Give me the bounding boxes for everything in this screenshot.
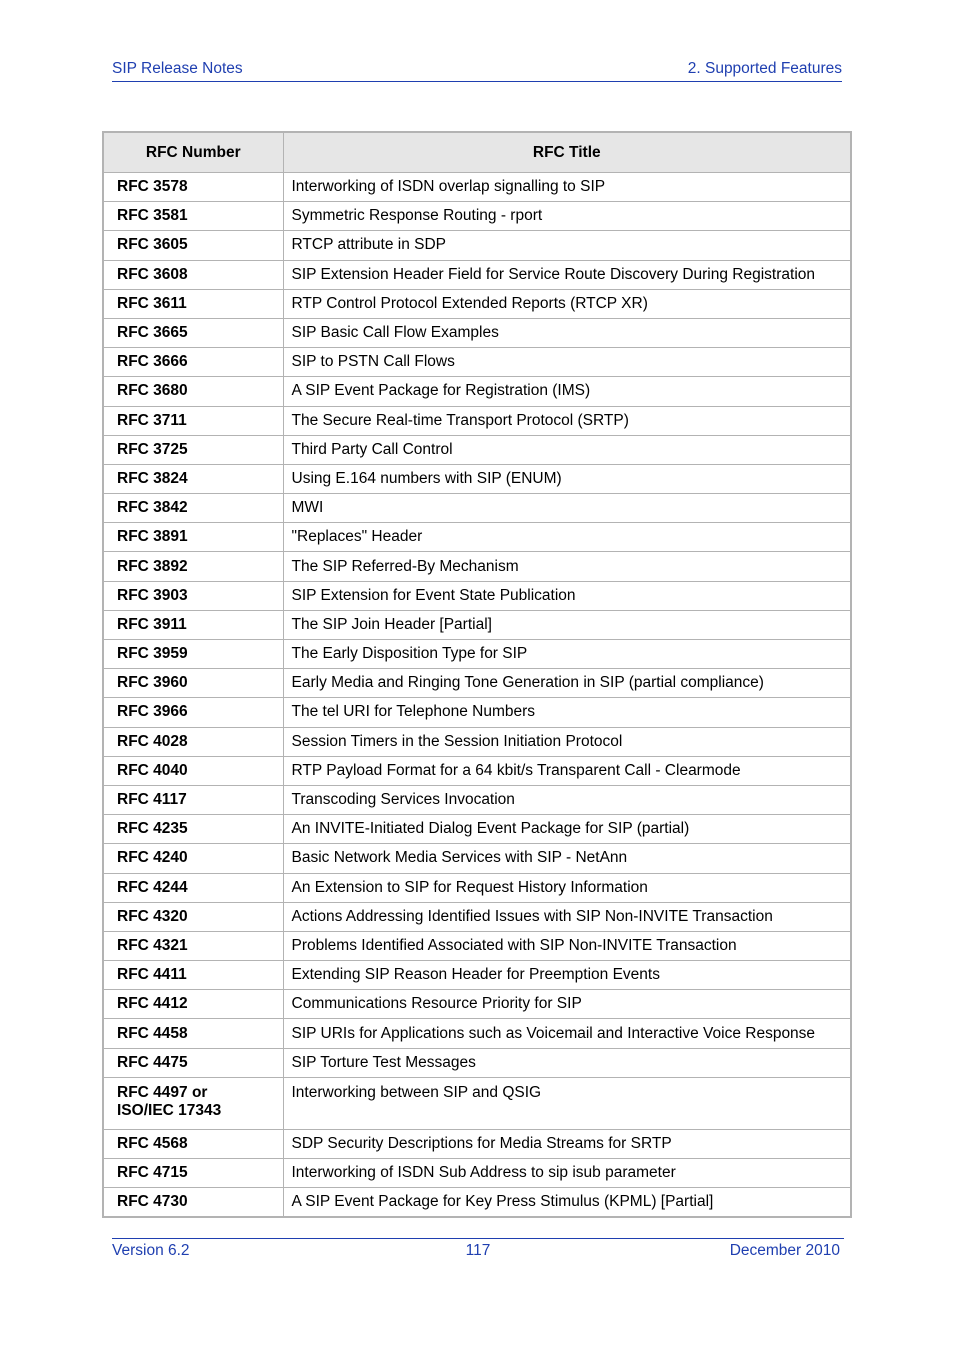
rfc-number-cell xyxy=(104,756,283,785)
rfc-number-cell xyxy=(104,1019,283,1048)
rfc-number: RFC 3842 xyxy=(117,499,188,517)
rfc-number: RFC 3666 xyxy=(117,353,188,371)
rfc-number-cell xyxy=(104,902,283,931)
table-row xyxy=(104,961,850,990)
rfc-title-cell: SIP Extension for Event State Publication xyxy=(283,581,850,610)
rfc-number: RFC 4235 xyxy=(117,820,188,838)
table-row xyxy=(104,873,850,902)
rfc-number: RFC 4475 xyxy=(117,1053,188,1071)
rfc-number: RFC 4028 xyxy=(117,732,188,750)
rfc-number-cell xyxy=(104,669,283,698)
rfc-title-cell: Session Timers in the Session Initiation Protocol xyxy=(283,727,850,756)
rfc-number-cell xyxy=(104,377,283,406)
table-row xyxy=(104,173,850,202)
table-row xyxy=(104,669,850,698)
table-row xyxy=(104,406,850,435)
table-row xyxy=(104,523,850,552)
version-label: Version 6.2 xyxy=(112,1242,190,1259)
rfc-number-cell xyxy=(104,961,283,990)
rfc-number: RFC 4412 xyxy=(117,995,188,1013)
table-row xyxy=(104,348,850,377)
rfc-title-cell: Interworking of ISDN overlap signalling to SIP xyxy=(283,173,850,202)
rfc-number-cell xyxy=(104,727,283,756)
table-row xyxy=(104,640,850,669)
rfc-number-cell xyxy=(104,406,283,435)
rfc-number-cell xyxy=(104,698,283,727)
document-title: SIP Release Notes xyxy=(112,60,243,77)
rfc-number: RFC 4244 xyxy=(117,878,188,896)
table-row xyxy=(104,435,850,464)
rfc-number: RFC 3960 xyxy=(117,674,188,692)
rfc-title-cell: Interworking of ISDN Sub Address to sip isub parameter xyxy=(283,1159,850,1188)
page-footer xyxy=(112,1238,844,1263)
rfc-number: RFC 3680 xyxy=(117,382,188,400)
table-row xyxy=(104,727,850,756)
rfc-table-container xyxy=(102,131,852,1218)
rfc-title-cell: "Replaces" Header xyxy=(283,523,850,552)
rfc-title-cell: The Secure Real-time Transport Protocol (SRTP) xyxy=(283,406,850,435)
rfc-number-cell xyxy=(104,931,283,960)
rfc-number: RFC 3911 xyxy=(117,615,187,633)
rfc-number-cell xyxy=(104,202,283,231)
table-row xyxy=(104,202,850,231)
rfc-number: RFC 3725 xyxy=(117,440,188,458)
table-row xyxy=(104,1188,850,1217)
rfc-title-cell: Third Party Call Control xyxy=(283,435,850,464)
rfc-number-cell xyxy=(104,844,283,873)
table-header-row xyxy=(104,133,850,173)
rfc-title-cell: Basic Network Media Services with SIP - NetAnn xyxy=(283,844,850,873)
rfc-title-cell: RTCP attribute in SDP xyxy=(283,231,850,260)
rfc-title-cell: Using E.164 numbers with SIP (ENUM) xyxy=(283,464,850,493)
rfc-title-cell: The SIP Join Header [Partial] xyxy=(283,610,850,639)
rfc-number-cell xyxy=(104,1048,283,1077)
rfc-number: RFC 4568 xyxy=(117,1134,188,1152)
rfc-title-cell: The Early Disposition Type for SIP xyxy=(283,640,850,669)
section-title: 2. Supported Features xyxy=(687,60,842,77)
table-row xyxy=(104,231,850,260)
table-row xyxy=(104,1019,850,1048)
rfc-number-cell xyxy=(104,318,283,347)
rfc-number: RFC 4458 xyxy=(117,1024,188,1042)
rfc-title-cell: An Extension to SIP for Request History Information xyxy=(283,873,850,902)
rfc-title-cell: An INVITE-Initiated Dialog Event Package for SIP (partial) xyxy=(283,815,850,844)
rfc-title-cell: RTP Control Protocol Extended Reports (RTCP XR) xyxy=(283,289,850,318)
rfc-title-cell: MWI xyxy=(283,494,850,523)
rfc-title-cell: A SIP Event Package for Registration (IMS) xyxy=(283,377,850,406)
rfc-number-cell xyxy=(104,873,283,902)
rfc-number-cell xyxy=(104,990,283,1019)
rfc-number-cell xyxy=(104,1159,283,1188)
table-row xyxy=(104,815,850,844)
rfc-number-cell xyxy=(104,785,283,814)
table-row xyxy=(104,756,850,785)
rfc-title-cell: SDP Security Descriptions for Media Streams for SRTP xyxy=(283,1129,850,1158)
table-row xyxy=(104,377,850,406)
date-label: December 2010 xyxy=(729,1242,840,1259)
rfc-number: RFC 3578 xyxy=(117,178,188,196)
table-row xyxy=(104,698,850,727)
rfc-number-cell xyxy=(104,260,283,289)
rfc-title-cell: Transcoding Services Invocation xyxy=(283,785,850,814)
rfc-table xyxy=(104,133,850,1216)
rfc-title-cell: Actions Addressing Identified Issues with SIP Non-INVITE Transaction xyxy=(283,902,850,931)
table-row xyxy=(104,260,850,289)
table-row xyxy=(104,494,850,523)
table-row xyxy=(104,1159,850,1188)
table-row xyxy=(104,785,850,814)
column-header-rfc-number: RFC Number xyxy=(104,133,283,173)
rfc-number: RFC 3824 xyxy=(117,469,188,487)
rfc-title-cell: The SIP Referred-By Mechanism xyxy=(283,552,850,581)
rfc-number-cell xyxy=(104,640,283,669)
table-row xyxy=(104,844,850,873)
rfc-number: RFC 4497 or xyxy=(117,1083,208,1101)
page-header xyxy=(112,60,842,82)
rfc-number-cell xyxy=(104,581,283,610)
rfc-number: RFC 3966 xyxy=(117,703,188,721)
rfc-number-cell xyxy=(104,523,283,552)
rfc-number-cell xyxy=(104,435,283,464)
rfc-number-cell xyxy=(104,552,283,581)
rfc-title-cell: The tel URI for Telephone Numbers xyxy=(283,698,850,727)
rfc-title-cell: SIP URIs for Applications such as Voicemail and Interactive Voice Response xyxy=(283,1019,850,1048)
table-row xyxy=(104,990,850,1019)
rfc-title-cell: Extending SIP Reason Header for Preemption Events xyxy=(283,961,850,990)
table-row xyxy=(104,318,850,347)
rfc-number-cell xyxy=(104,494,283,523)
rfc-title-cell: Communications Resource Priority for SIP xyxy=(283,990,850,1019)
rfc-number-cell xyxy=(104,610,283,639)
rfc-title-cell: A SIP Event Package for Key Press Stimulus (KPML) [Partial] xyxy=(283,1188,850,1217)
column-header-rfc-title: RFC Title xyxy=(283,133,850,173)
table-row xyxy=(104,464,850,493)
page-number: 117 xyxy=(465,1242,491,1259)
rfc-title-cell: SIP Torture Test Messages xyxy=(283,1048,850,1077)
rfc-number: RFC 4320 xyxy=(117,907,188,925)
rfc-title-cell: Early Media and Ringing Tone Generation in SIP (partial compliance) xyxy=(283,669,850,698)
table-row xyxy=(104,581,850,610)
rfc-number: RFC 4321 xyxy=(117,936,188,954)
rfc-number: RFC 3608 xyxy=(117,265,188,283)
table-row xyxy=(104,1129,850,1158)
rfc-title-cell: Problems Identified Associated with SIP Non-INVITE Transaction xyxy=(283,931,850,960)
rfc-title-cell: RTP Payload Format for a 64 kbit/s Transparent Call - Clearmode xyxy=(283,756,850,785)
rfc-number: RFC 3605 xyxy=(117,236,188,254)
rfc-number-cell xyxy=(104,464,283,493)
table-row xyxy=(104,289,850,318)
rfc-number: RFC 4240 xyxy=(117,849,188,867)
table-row xyxy=(104,552,850,581)
rfc-number: RFC 4411 xyxy=(117,966,187,984)
rfc-number-cell xyxy=(104,815,283,844)
rfc-number-cell xyxy=(104,1129,283,1158)
rfc-title-cell: SIP Extension Header Field for Service Route Discovery During Registration xyxy=(283,260,850,289)
rfc-number: RFC 3665 xyxy=(117,324,188,342)
rfc-number-cell xyxy=(104,173,283,202)
rfc-number: RFC 3959 xyxy=(117,645,188,663)
rfc-number: RFC 3711 xyxy=(117,411,187,429)
rfc-number-alt: ISO/IEC 17343 xyxy=(117,1101,222,1119)
table-row xyxy=(104,1048,850,1077)
table-row xyxy=(104,931,850,960)
rfc-title-cell: SIP Basic Call Flow Examples xyxy=(283,318,850,347)
rfc-number: RFC 4040 xyxy=(117,761,188,779)
rfc-title-cell: Interworking between SIP and QSIG xyxy=(283,1077,850,1129)
table-row xyxy=(104,610,850,639)
rfc-number: RFC 3892 xyxy=(117,557,188,575)
rfc-number-cell xyxy=(104,348,283,377)
table-row xyxy=(104,1077,850,1129)
rfc-number: RFC 3611 xyxy=(117,294,187,312)
rfc-number: RFC 4715 xyxy=(117,1164,188,1182)
rfc-number: RFC 3891 xyxy=(117,528,188,546)
rfc-number-cell xyxy=(104,1077,283,1129)
rfc-title-cell: Symmetric Response Routing - rport xyxy=(283,202,850,231)
rfc-title-cell: SIP to PSTN Call Flows xyxy=(283,348,850,377)
table-body xyxy=(104,173,850,1217)
table-row xyxy=(104,902,850,931)
rfc-number: RFC 4730 xyxy=(117,1193,188,1211)
rfc-number: RFC 3581 xyxy=(117,207,188,225)
rfc-number: RFC 3903 xyxy=(117,586,188,604)
rfc-number-cell xyxy=(104,289,283,318)
rfc-number-cell xyxy=(104,231,283,260)
rfc-number-cell xyxy=(104,1188,283,1217)
rfc-number: RFC 4117 xyxy=(117,791,187,809)
